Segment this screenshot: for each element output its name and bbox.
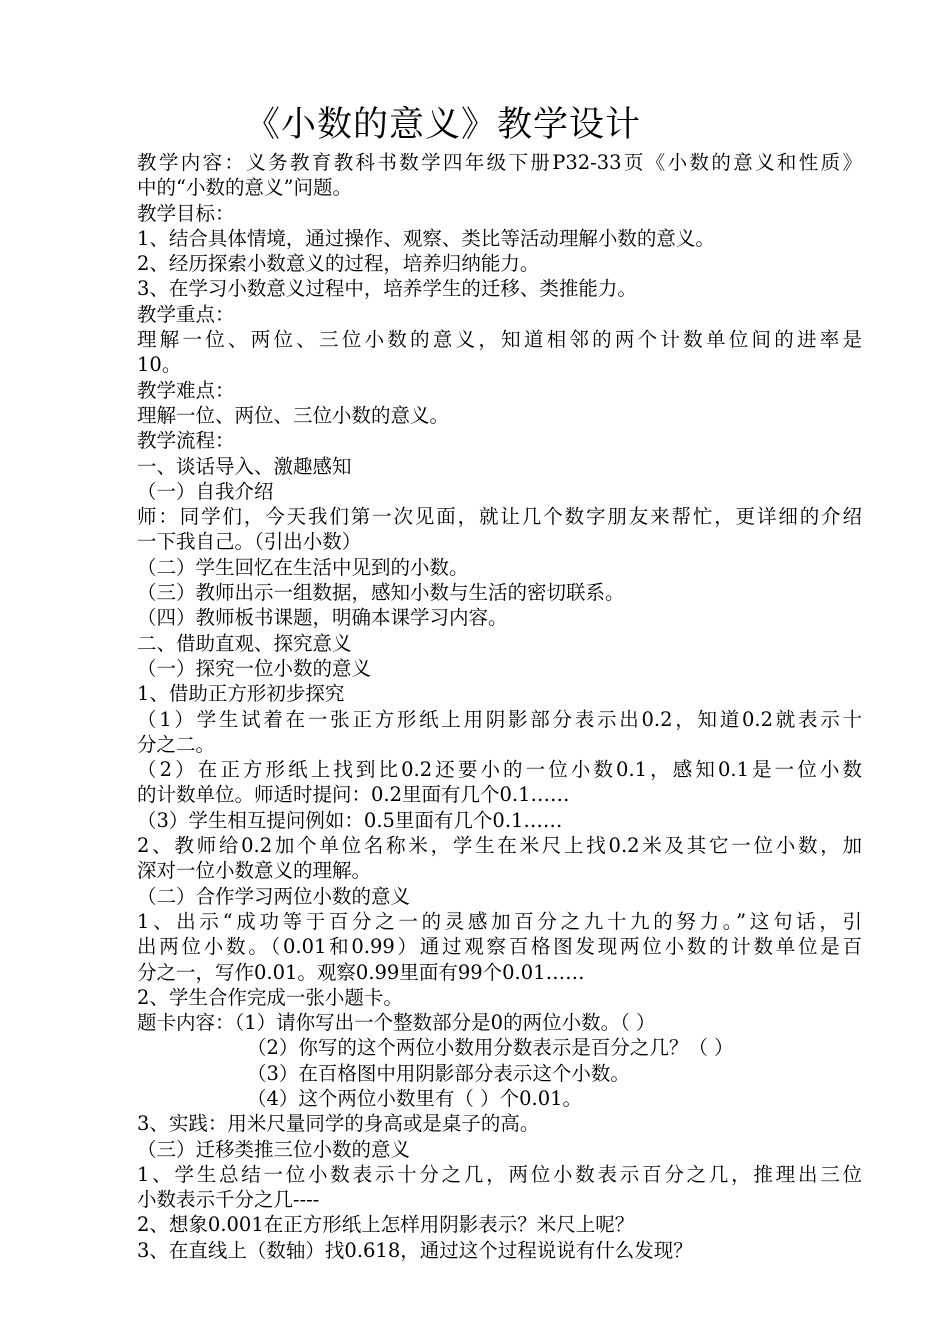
text-line: 1、借助正方形初步探究 (137, 682, 345, 706)
text-line: 教学流程： (137, 429, 235, 453)
text-line: 理解一位、两位、三位小数的意义，知道相邻的两个计数单位间的进率是 (137, 328, 862, 352)
text-line: 教学目标： (137, 201, 235, 225)
text-line: 一、谈话导入、激趣感知 (137, 454, 352, 478)
text-line: （2）在正方形纸上找到比0.2还要小的一位小数0.1，感知0.1是一位小数 (137, 758, 862, 782)
text-line: 2、教师给0.2加个单位名称米，学生在米尺上找0.2米及其它一位小数，加 (137, 834, 862, 858)
text-line: （一）探究一位小数的意义 (137, 656, 372, 680)
text-line: （3）学生相互提问例如：0.5里面有几个0.1…… (137, 808, 563, 832)
text-line: 深对一位小数意义的理解。 (137, 859, 372, 883)
text-line: 中的“小数的意义”问题。 (137, 176, 352, 200)
text-line: 小数表示千分之几---- (137, 1188, 320, 1212)
document-title: 《小数的意义》教学设计 (245, 105, 642, 145)
text-line: （四）教师板书课题，明确本课学习内容。 (137, 606, 508, 630)
text-line: 师：同学们，今天我们第一次见面，就让几个数字朋友来帮忙，更详细的介绍 (137, 505, 862, 529)
text-line: 理解一位、两位、三位小数的意义。 (137, 403, 450, 427)
text-line: （三）迁移类推三位小数的意义 (137, 1137, 411, 1161)
text-line: 题卡内容：（1）请你写出一个整数部分是0的两位小数。（ ） (137, 1011, 656, 1035)
text-line: 2、想象0.001在正方形纸上怎样用阴影表示？米尺上呢？ (137, 1213, 635, 1237)
text-line: （一）自我介绍 (137, 479, 274, 503)
text-line: 3、在学习小数意义过程中，培养学生的迁移、类推能力。 (137, 277, 637, 301)
text-line: 2、学生合作完成一张小题卡。 (137, 985, 403, 1009)
text-line: 一下我自己。（引出小数） (137, 530, 362, 554)
text-line: 分之二。 (137, 732, 216, 756)
text-line: 3、实践：用米尺量同学的身高或是桌子的高。 (137, 1112, 540, 1136)
text-line: （三）教师出示一组数据，感知小数与生活的密切联系。 (137, 581, 625, 605)
text-line: 1、结合具体情境，通过操作、观察、类比等活动理解小数的意义。 (137, 226, 715, 250)
text-line: 二、借助直观、探究意义 (137, 631, 352, 655)
text-line: 分之一，写作0.01。观察0.99里面有99个0.01…… (137, 960, 585, 984)
text-line: 1、出示“成功等于百分之一的灵感加百分之九十九的努力。”这句话，引 (137, 909, 862, 933)
text-line: 教学内容：义务教育教科书数学四年级下册P32-33页《小数的意义和性质》 (137, 151, 862, 174)
text-line: 2、经历探索小数意义的过程，培养归纳能力。 (137, 252, 540, 276)
text-line: （1）学生试着在一张正方形纸上用阴影部分表示出0.2，知道0.2就表示十 (137, 707, 862, 731)
text-line: 的计数单位。师适时提问：0.2里面有几个0.1…… (137, 783, 570, 807)
document-body (137, 150, 862, 1263)
text-line: （3）在百格图中用阴影部分表示这个小数。 (247, 1061, 630, 1085)
text-line: 教学难点： (137, 378, 235, 402)
text-line: （4）这个两位小数里有（ ）个0.01。 (247, 1086, 583, 1110)
text-line: 1、学生总结一位小数表示十分之几，两位小数表示百分之几，推理出三位 (137, 1162, 862, 1186)
text-line: 10。 (137, 353, 182, 377)
text-line: 教学重点： (137, 302, 235, 326)
text-line: （二）学生回忆在生活中见到的小数。 (137, 555, 469, 579)
text-line: （二）合作学习两位小数的意义 (137, 884, 411, 908)
text-line: （2）你写的这个两位小数用分数表示是百分之几？（ ） (247, 1036, 734, 1060)
text-line: 出两位小数。（0.01和0.99）通过观察百格图发现两位小数的计数单位是百 (137, 935, 862, 959)
text-line: 3、在直线上（数轴）找0.618，通过这个过程说说有什么发现？ (137, 1238, 693, 1262)
